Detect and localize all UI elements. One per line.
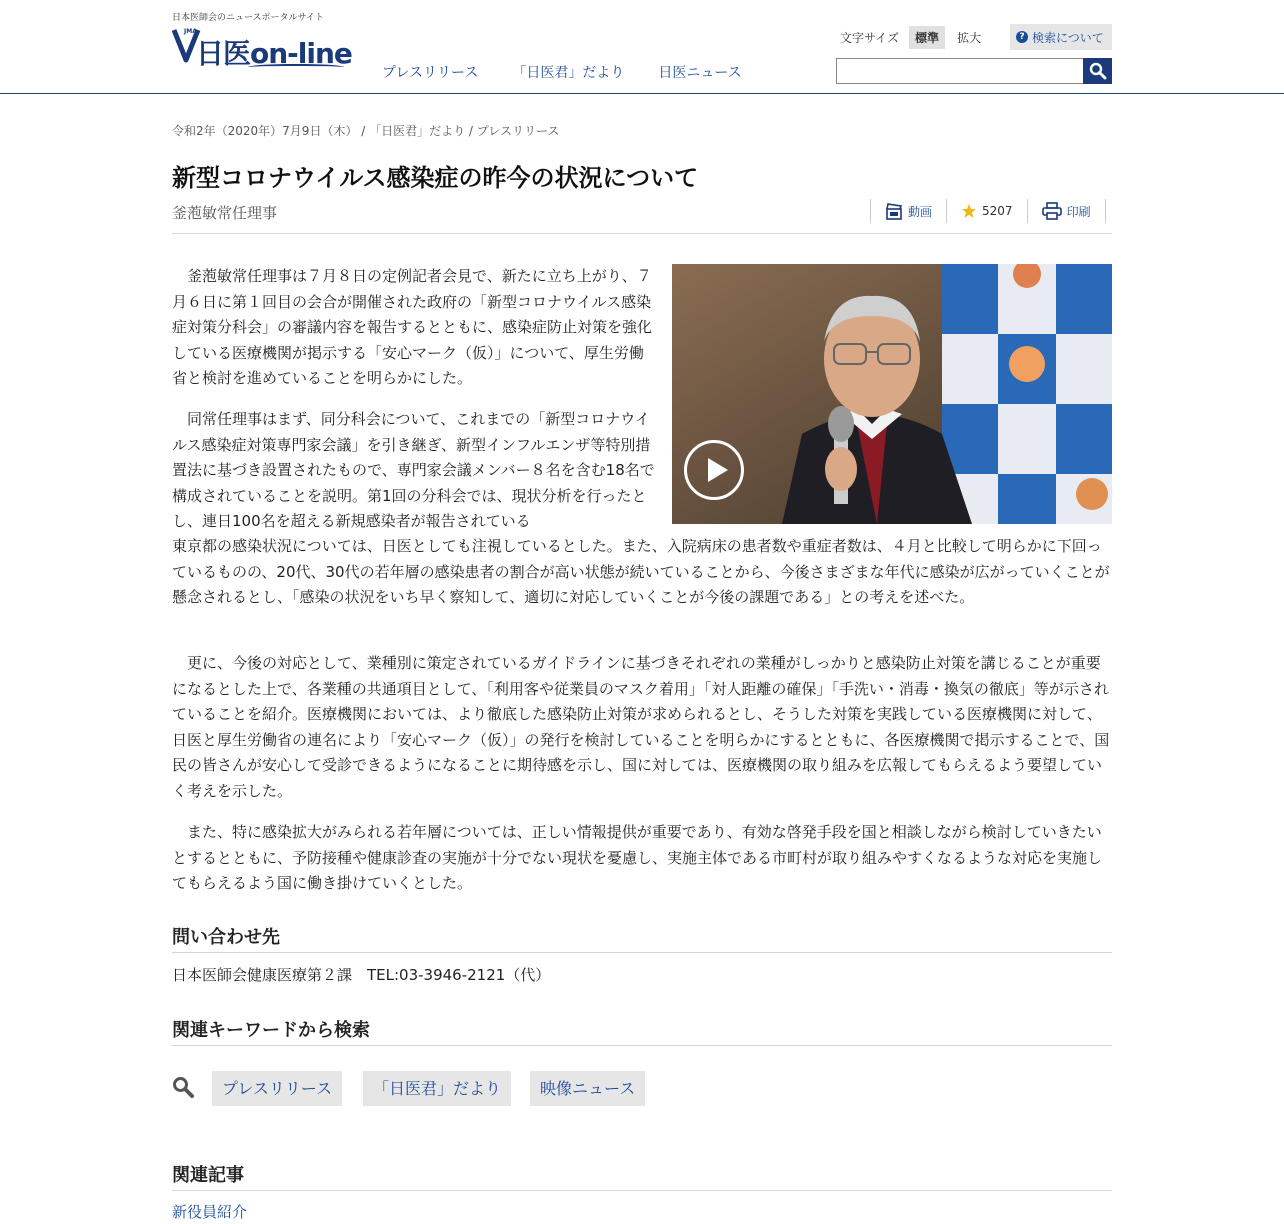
printer-icon bbox=[1042, 202, 1062, 220]
search-icon bbox=[172, 1076, 194, 1098]
keyword-video-news[interactable]: 映像ニュース bbox=[530, 1071, 645, 1106]
favorite-count: 5207 bbox=[982, 204, 1013, 218]
video-tool-button[interactable] bbox=[870, 199, 946, 223]
article-paragraph-4: また、特に感染拡大がみられる若年層については、正しい情報提供が重要であり、有効な啓発手段を国と相談しながら検討していきたいとするとともに、予防接種や健康診査の実施が十分でない現状を憂慮し、実施主体である市町村が取り組みやすくなるような対応を実施してもらえるよう国に働き掛けていくとした。 bbox=[172, 823, 1103, 893]
search-button[interactable] bbox=[1083, 58, 1112, 84]
article-paragraph-3: 更に、今後の対応として、業種別に策定されているガイドラインに基づきそれぞれの業種がしっかりと感染防止対策を講じることが重要になるとした上で、各業種の共通項目として、「利用客や従業員のマスク着用」「対人距離の確保」「手洗い・消毒・換気の徹底」等が示されていることを紹介。医療機関においては、より徹底した感染防止対策が求められるとし、そうした対策を実践している医療機関に対して、日医と厚生労働省の連名により「安心マーク（仮）」の発行を検討していることを明らかにするとともに、各医療機関で掲示することで、国民の皆さんが安心して受診できるようになることに期待感を示し、国に対しては、医療機関の取り組みを広報してもらえるよう要望していく考えを示した。 bbox=[172, 654, 1110, 800]
article-tools bbox=[870, 198, 1112, 224]
contact-heading: 問い合わせ先 bbox=[172, 927, 280, 948]
search-icon bbox=[1089, 62, 1107, 80]
clapperboard-icon bbox=[885, 202, 903, 220]
keyword-nichii-kun[interactable]: 「日医君」だより bbox=[363, 1071, 511, 1106]
article-paragraph-1: 釜萢敏常任理事は７月８日の定例記者会見で、新たに立ち上がり、７月６日に第１回目の会合が開催された政府の「新型コロナウイルス感染症対策分科会」の審議内容を報告するとともに、感染症防止対策を強化している医療機関が掲示する「安心マーク（仮）」について、厚生労働省と検討を進めていることを明らかにした。 bbox=[172, 267, 653, 388]
font-size-switcher bbox=[840, 26, 987, 49]
site-logo[interactable] bbox=[172, 26, 352, 78]
article-paragraph-2-continued: 東京都の感染状況については、日医としても注視しているとした。また、入院病床の患者数や重症者数は、４月と比較して明らかに下回っているものの、20代、30代の若年層の感染患者の割合が高い状態が続いていることから、今後さまざまな年代に感染が広がっていくことが懸念されるとし、「感染の状況をいち早く察知して、適切に対応していくことが今後の課題である」との考えを述べた。 bbox=[172, 537, 1110, 607]
logo-swoosh bbox=[248, 64, 344, 70]
play-button-icon[interactable] bbox=[684, 440, 744, 500]
nav-nichii-kun[interactable]: 「日医君」だより bbox=[512, 65, 625, 81]
video-tool-label: 動画 bbox=[908, 204, 933, 219]
logo-wordmark: 日医on-line bbox=[196, 37, 352, 70]
breadcrumb: 令和2年（2020年）7月9日（木） / 「日医君」だより / プレスリリース bbox=[172, 124, 560, 138]
font-size-large[interactable]: 拡大 bbox=[957, 31, 982, 45]
font-size-standard[interactable]: 標準 bbox=[909, 26, 945, 49]
site-header bbox=[0, 0, 1284, 94]
nav-press-release[interactable]: プレスリリース bbox=[382, 65, 479, 81]
contact-text: 日本医師会健康医療第２課 TEL:03-3946-2121（代） bbox=[172, 966, 551, 984]
main-nav bbox=[382, 62, 742, 82]
print-tool-label: 印刷 bbox=[1066, 204, 1091, 219]
keyword-press-release[interactable]: プレスリリース bbox=[212, 1071, 342, 1106]
question-icon: ? bbox=[1016, 31, 1028, 43]
article-title: 新型コロナウイルス感染症の昨今の状況について bbox=[172, 164, 699, 192]
video-player[interactable] bbox=[672, 264, 1112, 524]
nav-nichii-news[interactable]: 日医ニュース bbox=[658, 65, 742, 81]
favorite-tool[interactable] bbox=[946, 199, 1027, 223]
search-help-button[interactable] bbox=[1010, 24, 1112, 50]
article-author: 釜萢敏常任理事 bbox=[172, 204, 278, 222]
site-tagline: 日本医師会のニュースポータルサイト bbox=[172, 13, 324, 23]
keywords-divider bbox=[172, 1045, 1112, 1046]
search-input[interactable] bbox=[836, 58, 1084, 84]
print-tool-button[interactable] bbox=[1027, 199, 1106, 223]
related-heading: 関連記事 bbox=[172, 1165, 244, 1186]
contact-divider bbox=[172, 952, 1112, 953]
font-size-label: 文字サイズ bbox=[840, 31, 900, 45]
related-article-link[interactable]: 新役員紹介 bbox=[172, 1203, 248, 1221]
header-divider bbox=[172, 233, 1112, 234]
star-icon bbox=[961, 203, 977, 219]
logo-jma-text: JMA bbox=[184, 28, 197, 35]
related-divider bbox=[172, 1190, 1112, 1191]
search-help-label: 検索について bbox=[1032, 30, 1104, 45]
keywords-heading: 関連キーワードから検索 bbox=[172, 1020, 370, 1041]
article-paragraph-2: 同常任理事はまず、同分科会について、これまでの「新型コロナウイルス感染症対策専門家会議」を引き継ぎ、新型インフルエンザ等特別措置法に基づき設置されたもので、専門家会議メンバー８名を含む18名で構成されていることを説明。第1回の分科会では、現状分析を行ったとし、連日100名を超える新規感染者が報告されている bbox=[172, 410, 655, 531]
